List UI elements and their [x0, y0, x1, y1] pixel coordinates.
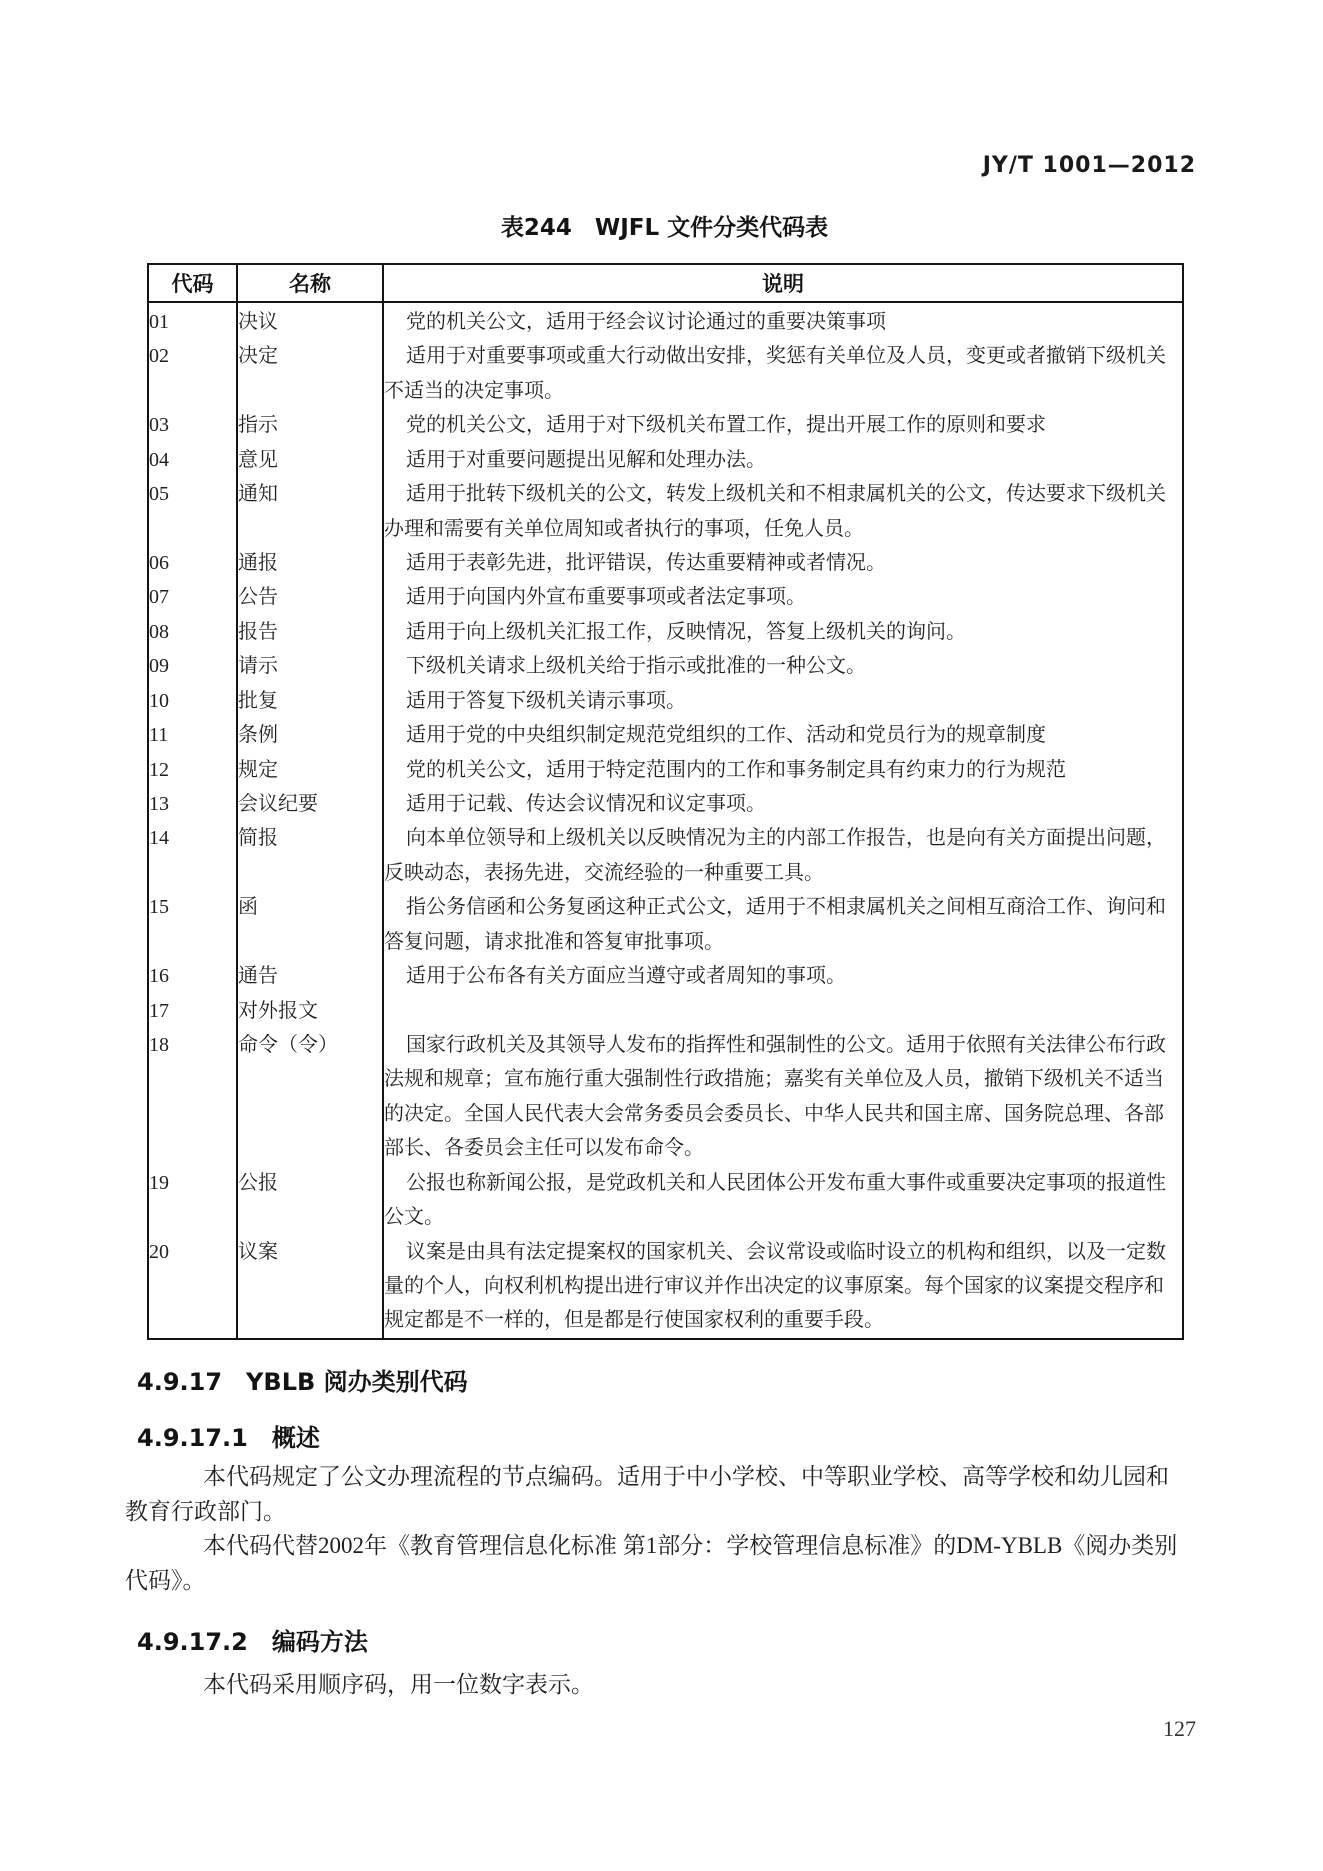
- code-cell: 15: [148, 890, 237, 959]
- code-cell: 13: [148, 787, 237, 821]
- table-header-row: [148, 264, 1183, 302]
- name-cell: 决定: [237, 339, 383, 408]
- table-row: [148, 546, 1183, 580]
- table-row: [148, 994, 1183, 1028]
- code-cell: 20: [148, 1235, 237, 1340]
- code-cell: 11: [148, 718, 237, 752]
- name-cell: 通告: [237, 959, 383, 993]
- overview-paragraphs: [125, 1460, 1189, 1598]
- desc-cell: 适用于向上级机关汇报工作，反映情况，答复上级机关的询问。: [406, 620, 966, 643]
- name-cell: 公告: [237, 580, 383, 614]
- name-cell: 简报: [237, 821, 383, 890]
- name-cell: 函: [237, 890, 383, 959]
- section-heading-coding-method: 4.9.17.2 编码方法: [137, 1628, 368, 1656]
- name-cell: 报告: [237, 615, 383, 649]
- desc-cell: 公报也称新闻公报，是党政机关和人民团体公开发布重大事件或重要决定事项的报道性公文。: [384, 1171, 1166, 1229]
- code-cell: 05: [148, 477, 237, 546]
- table-row: [148, 1028, 1183, 1166]
- table-row: [148, 890, 1183, 959]
- code-cell: 18: [148, 1028, 237, 1166]
- desc-cell: 党的机关公文，适用于对下级机关布置工作，提出开展工作的原则和要求: [406, 414, 1046, 437]
- desc-cell: 适用于答复下级机关请示事项。: [406, 689, 686, 712]
- classification-table: [147, 263, 1184, 1340]
- name-cell: 规定: [237, 753, 383, 787]
- code-cell: 06: [148, 546, 237, 580]
- code-cell: 01: [148, 302, 237, 339]
- desc-cell: 指公务信函和公务复函这种正式公文，适用于不相隶属机关之间相互商洽工作、询问和答复问题，请求批准和答复审批事项。: [384, 896, 1166, 953]
- table-row: [148, 684, 1183, 718]
- section-heading-yblb: 4.9.17 YBLB 阅办类别代码: [137, 1368, 468, 1396]
- name-cell: 请示: [237, 649, 383, 683]
- desc-cell: 适用于表彰先进，批评错误，传达重要精神或者情况。: [406, 551, 886, 574]
- table-row: [148, 959, 1183, 993]
- paragraph: 本代码采用顺序码，用一位数字表示。: [203, 1672, 594, 1697]
- table-row: [148, 1166, 1183, 1235]
- page-number: 127: [1163, 1716, 1196, 1741]
- desc-cell: 适用于批转下级机关的公文，转发上级机关和不相隶属机关的公文，传达要求下级机关办理和需要有关单位周知或者执行的事项，任免人员。: [384, 483, 1166, 540]
- name-cell: 决议: [237, 302, 383, 339]
- table-row: [148, 649, 1183, 683]
- name-cell: 指示: [237, 408, 383, 442]
- name-cell: 意见: [237, 443, 383, 477]
- desc-cell: 党的机关公文，适用于特定范围内的工作和事务制定具有约束力的行为规范: [406, 758, 1066, 781]
- table-row: [148, 408, 1183, 442]
- table-row: [148, 615, 1183, 649]
- desc-cell: 适用于党的中央组织制定规范党组织的工作、活动和党员行为的规章制度: [406, 724, 1046, 747]
- coding-method-paragraph: [125, 1668, 1189, 1703]
- table-row: [148, 821, 1183, 890]
- desc-cell: [383, 994, 1183, 1028]
- name-cell: 公报: [237, 1166, 383, 1235]
- paragraph: 本代码代替2002年《教育管理信息化标准 第1部分：学校管理信息标准》的DM-YBLB《阅办类别代码》。: [125, 1533, 1178, 1593]
- header-cell-name: 名称: [237, 264, 383, 302]
- desc-cell: 适用于对重要事项或重大行动做出安排，奖惩有关单位及人员，变更或者撤销下级机关不适当的决定事项。: [384, 345, 1166, 402]
- code-cell: 19: [148, 1166, 237, 1235]
- code-cell: 02: [148, 339, 237, 408]
- table-row: [148, 443, 1183, 477]
- table-row: [148, 302, 1183, 339]
- table-row: [148, 787, 1183, 821]
- code-cell: 14: [148, 821, 237, 890]
- desc-cell: 适用于对重要问题提出见解和处理办法。: [406, 448, 766, 471]
- paragraph: 本代码规定了公文办理流程的节点编码。适用于中小学校、中等职业学校、高等学校和幼儿园和教育行政部门。: [125, 1464, 1169, 1524]
- code-cell: 17: [148, 994, 237, 1028]
- code-cell: 12: [148, 753, 237, 787]
- name-cell: 会议纪要: [237, 787, 383, 821]
- name-cell: 条例: [237, 718, 383, 752]
- code-cell: 09: [148, 649, 237, 683]
- desc-cell: 议案是由具有法定提案权的国家机关、会议常设或临时设立的机构和组织，以及一定数量的个人，向权利机构提出进行审议并作出决定的议事原案。每个国家的议案提交程序和规定都是不一样的，但是都是行使国家权利的重要手段。: [384, 1240, 1166, 1332]
- name-cell: 批复: [237, 684, 383, 718]
- code-cell: 16: [148, 959, 237, 993]
- desc-cell: 适用于公布各有关方面应当遵守或者周知的事项。: [406, 965, 846, 988]
- desc-cell: 适用于记载、传达会议情况和议定事项。: [406, 792, 766, 815]
- desc-cell: 下级机关请求上级机关给于指示或批准的一种公文。: [406, 655, 866, 678]
- table-row: [148, 339, 1183, 408]
- name-cell: 命令（令）: [237, 1028, 383, 1166]
- desc-cell: 党的机关公文，适用于经会议讨论通过的重要决策事项: [406, 311, 886, 333]
- table-body: [148, 302, 1183, 1339]
- code-cell: 03: [148, 408, 237, 442]
- table-row: [148, 753, 1183, 787]
- desc-cell: 国家行政机关及其领导人发布的指挥性和强制性的公文。适用于依照有关法律公布行政法规和规章；宣布施行重大强制性行政措施；嘉奖有关单位及人员，撤销下级机关不适当的决定。全国人民代表大会常务委员会委员长、中华人民共和国主席、国务院总理、各部部长、各委员会主任可以发布命令。: [384, 1033, 1166, 1160]
- table-row: [148, 718, 1183, 752]
- table-row: [148, 580, 1183, 614]
- table-row: [148, 477, 1183, 546]
- table-title: 表244 WJFL 文件分类代码表: [500, 215, 829, 241]
- header-cell-code: 代码: [148, 264, 237, 302]
- desc-cell: 向本单位领导和上级机关以反映情况为主的内部工作报告，也是向有关方面提出问题，反映动态，表扬先进，交流经验的一种重要工具。: [384, 827, 1166, 884]
- doc-number: JY/T 1001—2012: [982, 153, 1196, 178]
- header-cell-description: 说明: [383, 264, 1183, 302]
- code-cell: 04: [148, 443, 237, 477]
- table-row: [148, 1235, 1183, 1340]
- name-cell: 通报: [237, 546, 383, 580]
- desc-cell: 适用于向国内外宣布重要事项或者法定事项。: [406, 586, 806, 609]
- code-cell: 08: [148, 615, 237, 649]
- section-heading-overview: 4.9.17.1 概述: [137, 1424, 320, 1452]
- code-cell: 10: [148, 684, 237, 718]
- name-cell: 议案: [237, 1235, 383, 1340]
- name-cell: 通知: [237, 477, 383, 546]
- name-cell: 对外报文: [237, 994, 383, 1028]
- code-cell: 07: [148, 580, 237, 614]
